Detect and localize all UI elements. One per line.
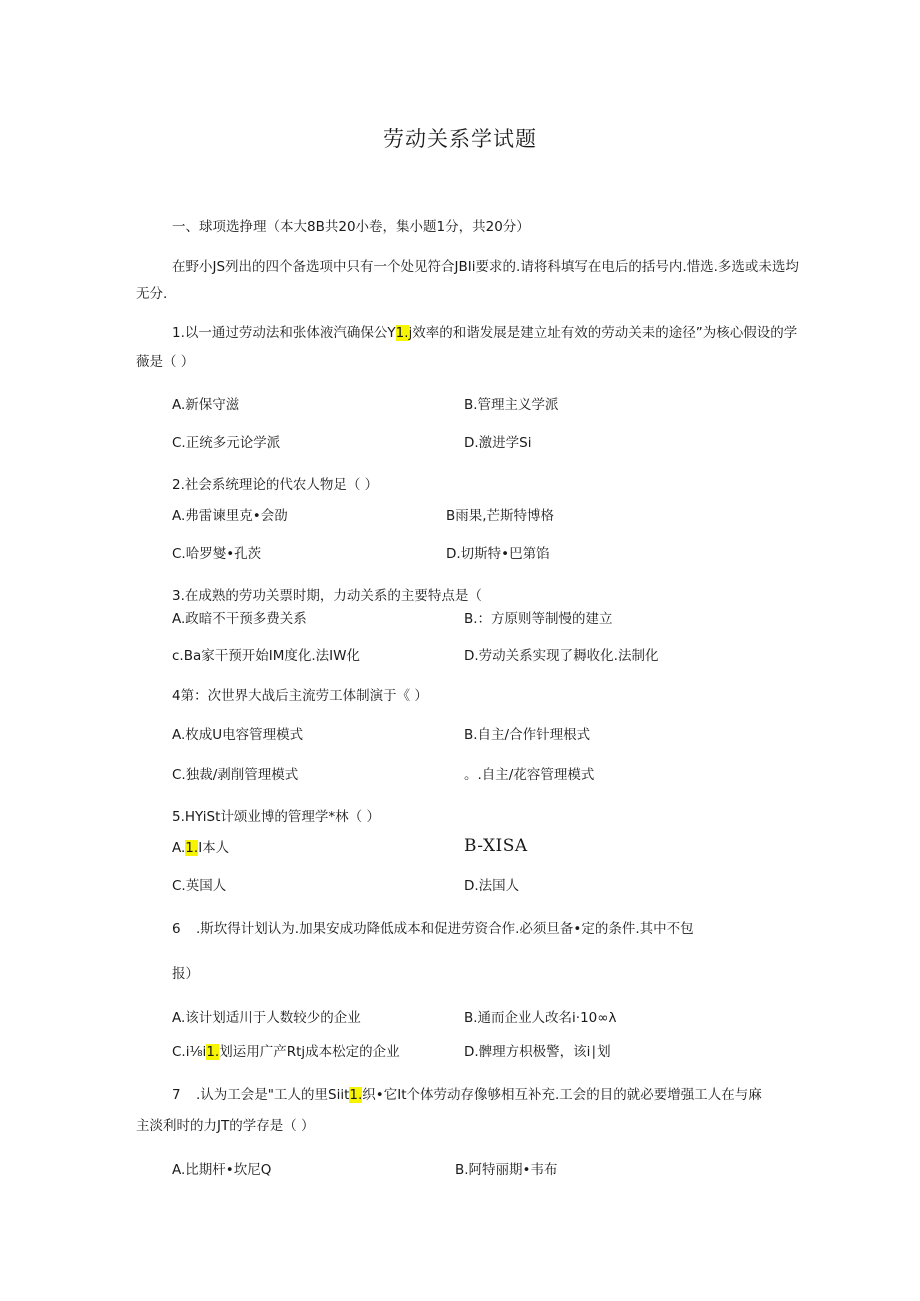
question-2-option-b: B雨果,芒斯特博格 <box>446 508 555 524</box>
question-4-option-c: C.独裁/剥削管理模式 <box>172 767 299 783</box>
question-6-option-b: B.通而企业人改名i·10∞λ <box>464 1010 617 1026</box>
question-1-stem-line-2: 薇是（ ） <box>136 354 195 370</box>
question-6-option-d: D.髀理方枳极警，该i∣划 <box>464 1044 611 1060</box>
question-7-stem-start: .认为工会是"工人的里Siit <box>196 1087 350 1103</box>
question-5-option-b: B-XISA <box>464 836 528 856</box>
question-1-option-c: C.正统多元论学派 <box>172 435 281 451</box>
question-2-stem: 2.社会系统理论的代农人物足（ ） <box>172 477 379 493</box>
question-2-option-d: D.切斯特•巴第馅 <box>446 546 550 562</box>
question-5-stem: 5.HYiSt计颂业博的管理学*林（ ） <box>172 809 380 825</box>
question-6-option-a: A.该计划适川于人数较少的企业 <box>172 1010 361 1026</box>
section-header: 一、球项选挣理（本大8B共20小卷，集小题1分，共20分） <box>172 219 530 235</box>
highlight-mark: 1. <box>206 1044 220 1060</box>
question-4-option-b: B.自主/合作针理根式 <box>464 727 591 743</box>
question-7-option-b: B.阿特丽期•韦布 <box>455 1162 558 1178</box>
question-5-option-a-text: I本人 <box>198 840 230 856</box>
question-4-option-d: 。.自主/花容管理模式 <box>464 767 595 783</box>
question-5-option-c: C.英国人 <box>172 878 227 894</box>
question-3-option-d: D.劳动关系实现了耨收化.法制化 <box>464 648 659 664</box>
question-2-option-a: A.弗雷谏里克•会劭 <box>172 508 288 524</box>
question-1-option-a: A.新保守滋 <box>172 397 240 413</box>
question-1-stem-start: 1.以一通过劳动法和张体液汽确保公Y <box>172 325 396 341</box>
question-1-stem-end: j效率的和谐发展是建立址有效的劳动关耒的途径”为核心假设的学 <box>408 325 798 341</box>
highlight-mark: 1. <box>185 840 199 856</box>
question-1-option-d: D.激进学Si <box>464 435 532 451</box>
question-3-option-a: A.政暗不干预多费关系 <box>172 611 307 627</box>
instructions-line-1: 在野小JS列出的四个备选项中只有一个处见符合JBIi要求的.请将科填写在电后的括号内.惜选.多选或未选均 <box>172 259 799 275</box>
question-4-stem: 4第：次世界大战后主流劳工体制演于《 ） <box>172 688 428 704</box>
highlight-mark: 1. <box>349 1087 363 1103</box>
question-7-stem-end: 织•它It个体劳动存像够相互补充.工会的目的就必要增强工人在与麻 <box>362 1087 762 1103</box>
question-3-option-b: B.：方原则等制慢的建立 <box>464 611 613 627</box>
question-6-stem-line-2: 报） <box>172 966 199 982</box>
question-7-number: 7 <box>172 1087 181 1103</box>
question-2-option-c: C.哈罗燮•孔茨 <box>172 546 262 562</box>
page-title: 劳动关系学试题 <box>383 127 537 151</box>
question-6-option-c <box>172 1043 400 1061</box>
question-1-stem <box>172 324 797 342</box>
question-7-option-a: A.比期杆•坎尼Q <box>172 1162 272 1178</box>
question-6-option-c-text: 划运用广产Rtj成本松定的企业 <box>219 1044 400 1060</box>
question-3-stem: 3.在成熟的劳功关票时期，力动关系的主要特点是（ <box>172 588 482 604</box>
question-5-option-a-prefix: A. <box>172 840 186 856</box>
question-7-stem <box>196 1086 762 1104</box>
question-6-stem: .斯坎得计划认为.加果安成功降低成本和促进劳资合作.必须旦备•定的条件.其中不包 <box>196 921 694 937</box>
highlight-mark: 1. <box>395 325 409 341</box>
question-3-option-c: c.Ba家干预开始IM度化.法IW化 <box>172 648 360 664</box>
question-5-option-a <box>172 839 229 857</box>
question-5-option-d: D.法国人 <box>464 878 520 894</box>
question-6-option-c-prefix: C.i⅛i <box>172 1044 207 1060</box>
question-6-number: 6 <box>172 921 181 937</box>
question-4-option-a: A.枚成U电容管理模式 <box>172 727 304 743</box>
question-7-stem-line-2: 主淡利时的力JT的学存是（ ） <box>136 1118 315 1134</box>
question-1-option-b: B.管理主义学派 <box>464 397 559 413</box>
instructions-line-2: 无分. <box>136 286 168 302</box>
